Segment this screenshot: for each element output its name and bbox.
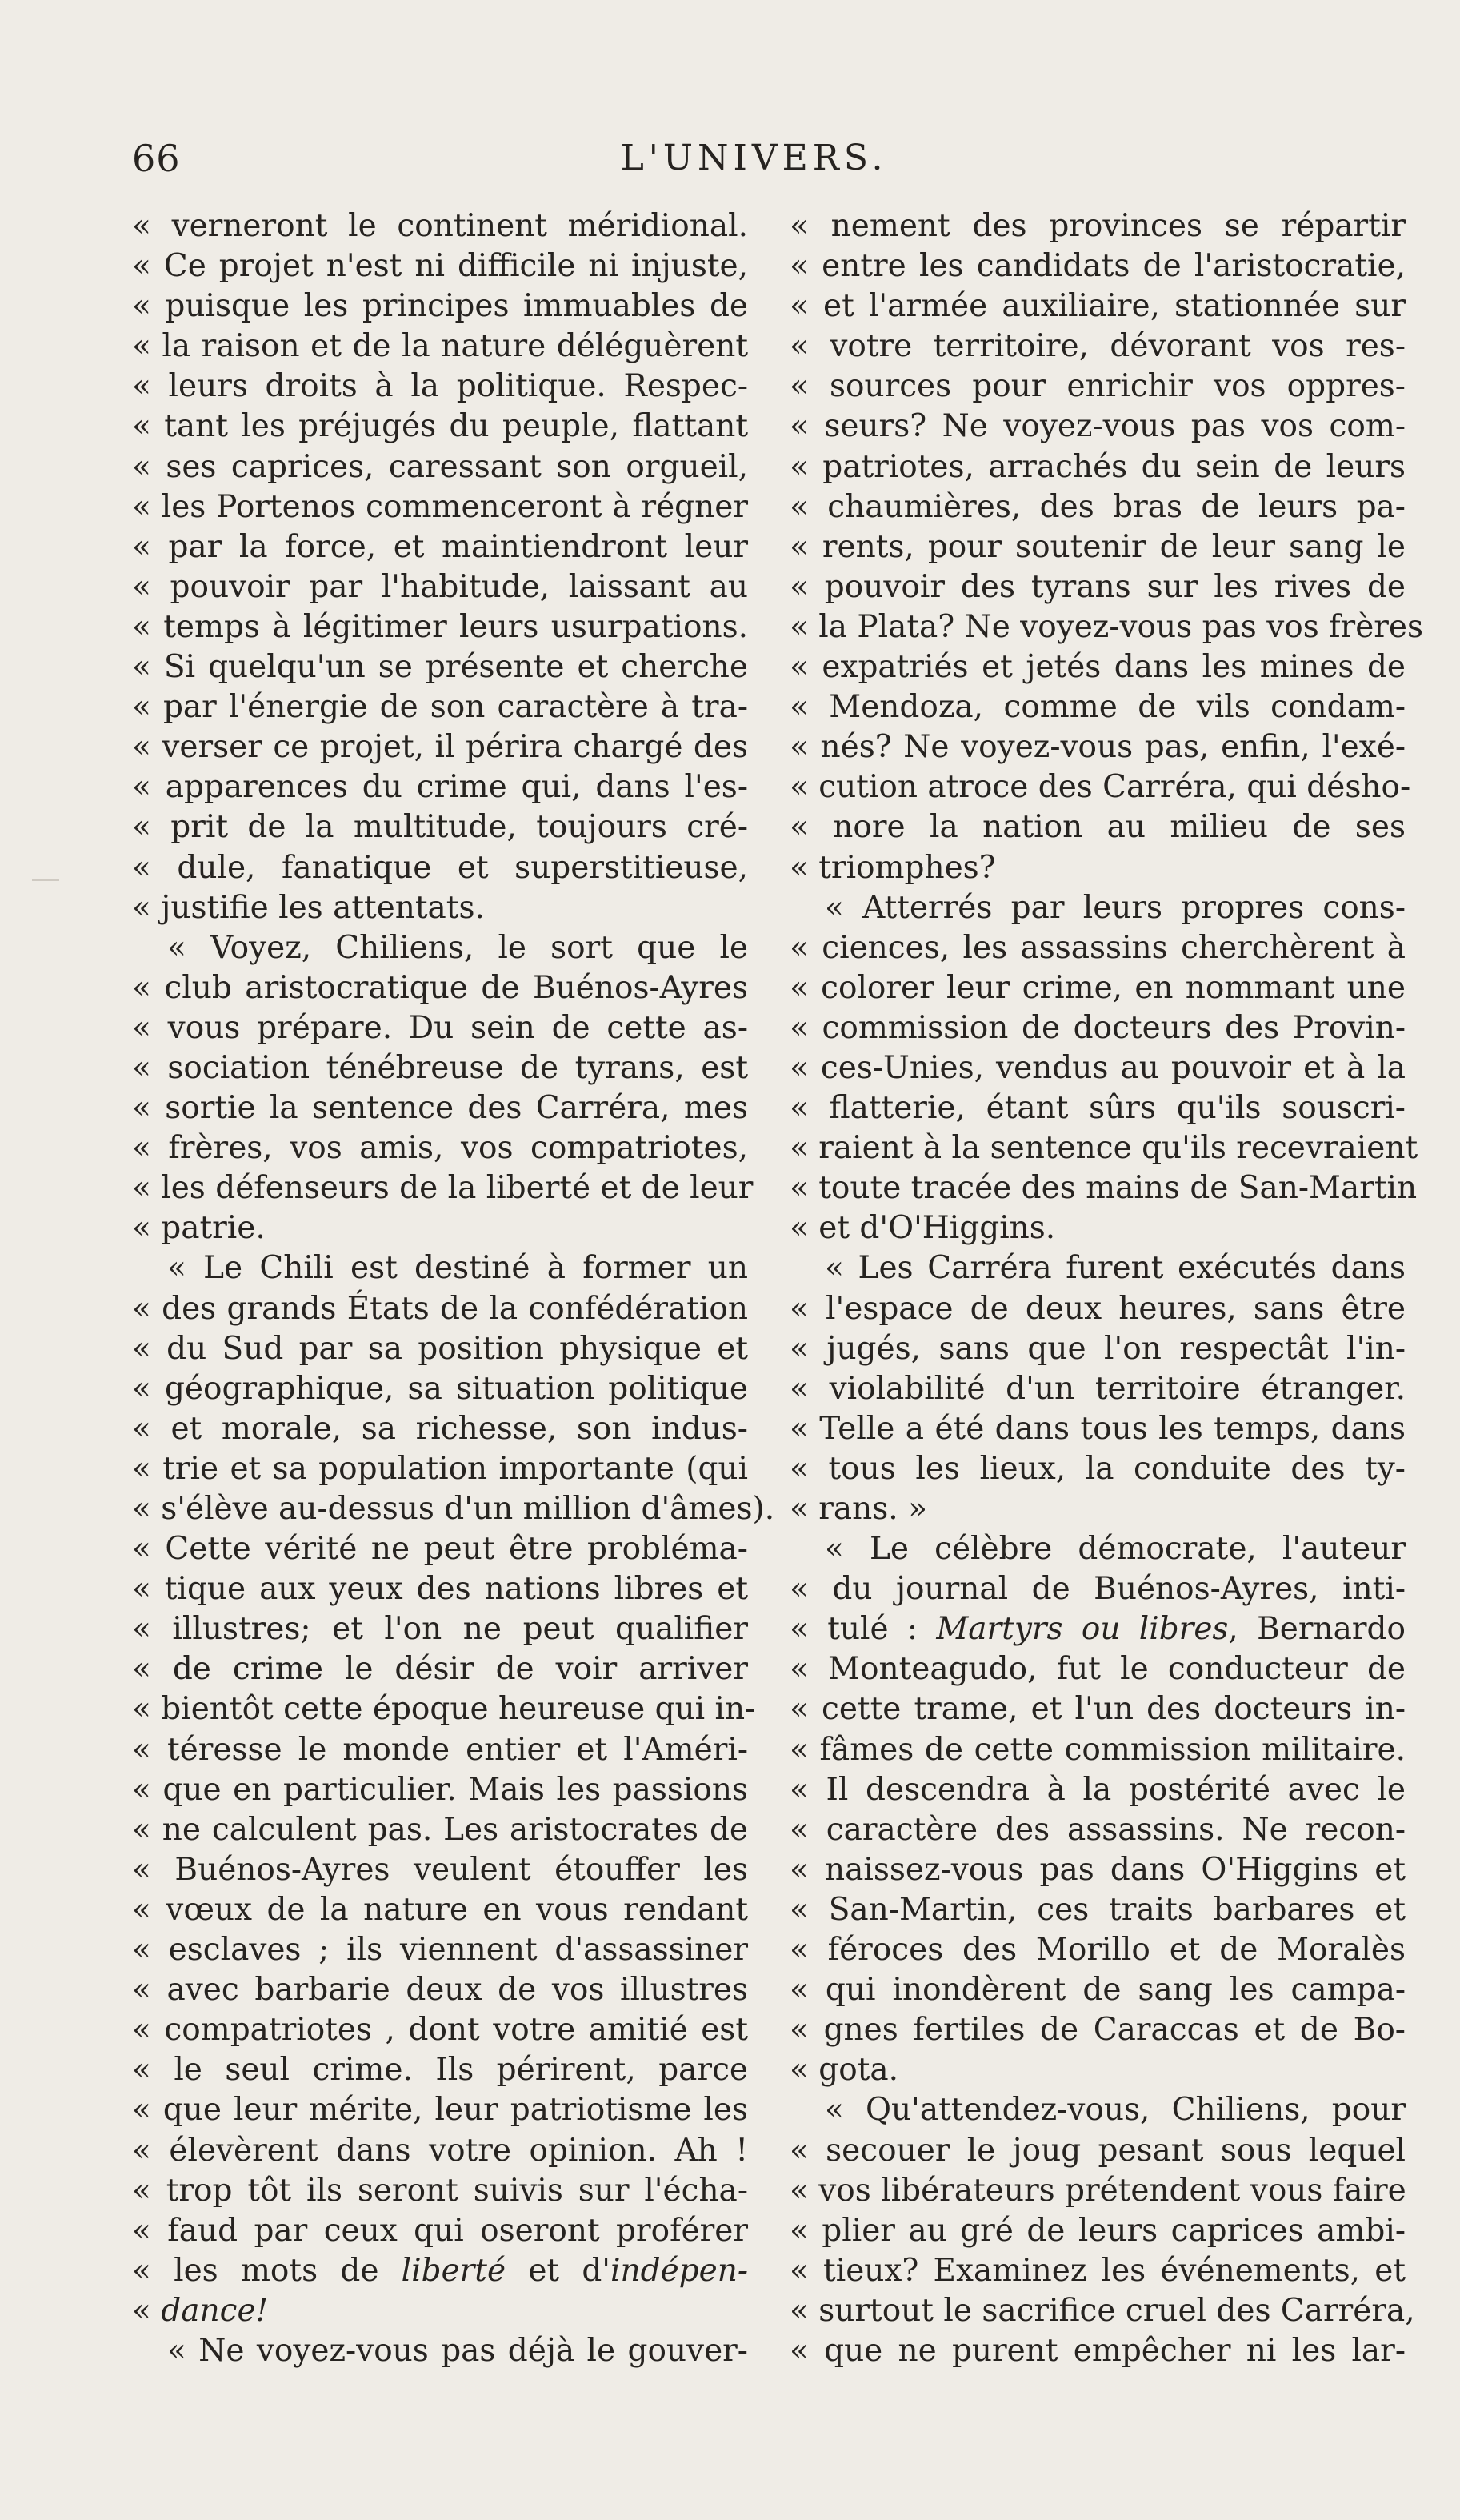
text-line: « ses caprices, caressant son orgueil, (132, 448, 748, 485)
text-line: « triomphes? (790, 849, 996, 886)
text-line: « sources pour enrichir vos oppres- (790, 368, 1406, 405)
text-line: « le seul crime. Ils périrent, parce (132, 2052, 748, 2089)
right-text-column (790, 206, 1424, 2371)
text-line: « Monteagudo, fut le conducteur de (790, 1651, 1406, 1688)
text-line: « les défenseurs de la liberté et de leur (132, 1170, 754, 1207)
text-line: « et morale, sa richesse, son indus- (132, 1410, 748, 1447)
text-line: « rents, pour soutenir de leur sang le (790, 528, 1406, 565)
text-line: « nore la nation au milieu de ses (790, 809, 1406, 846)
text-line: « San-Martin, ces traits barbares et (790, 1891, 1406, 1928)
text-line: « plier au gré de leurs caprices ambi- (790, 2212, 1406, 2249)
text-line: « ne calculent pas. Les aristocrates de (132, 1811, 748, 1848)
text-line: « par la force, et maintiendront leur (132, 528, 748, 565)
text-line: « Si quelqu'un se présente et cherche (132, 649, 748, 686)
text-line: « qui inondèrent de sang les campa- (790, 1972, 1406, 2009)
text-line: « téresse le monde entier et l'Améri- (132, 1731, 748, 1768)
text-line: « pouvoir par l'habitude, laissant au (132, 568, 748, 605)
text-line: « gnes fertiles de Caraccas et de Bo- (790, 2012, 1406, 2049)
text-line: « Buénos-Ayres veulent étouffer les (132, 1851, 748, 1888)
text-line: « ciences, les assassins cherchèrent à (790, 929, 1406, 966)
text-line: « dance! (132, 2292, 269, 2329)
text-line: « gota. (790, 2052, 899, 2089)
text-line: « leurs droits à la politique. Respec- (132, 368, 748, 405)
text-line: « sociation ténébreuse de tyrans, est (132, 1049, 748, 1086)
text-line: « élevèrent dans votre opinion. Ah ! (132, 2132, 748, 2169)
text-line: « tique aux yeux des nations libres et (132, 1571, 748, 1608)
text-line: « violabilité d'un territoire étranger. (790, 1370, 1406, 1407)
text-line: « justifie les attentats. (132, 889, 485, 926)
text-line: « tant les préjugés du peuple, flattant (132, 408, 748, 445)
text-line: « naissez-vous pas dans O'Higgins et (790, 1851, 1406, 1888)
text-line: « cette trame, et l'un des docteurs in- (790, 1691, 1406, 1728)
text-line: « vœux de la nature en vous rendant (132, 1891, 748, 1928)
text-line: « pouvoir des tyrans sur les rives de (790, 568, 1406, 605)
text-line: « les mots de liberté et d'indépen- (132, 2252, 749, 2289)
text-line: « que leur mérite, leur patriotisme les (132, 2092, 748, 2129)
text-line: « Les Carréra furent exécutés dans (825, 1250, 1406, 1287)
text-line: « tieux? Examinez les événements, et (790, 2252, 1406, 2289)
text-line: « expatriés et jetés dans les mines de (790, 649, 1406, 686)
text-line: « votre territoire, dévorant vos res- (790, 328, 1406, 365)
text-line: « cution atroce des Carréra, qui désho- (790, 769, 1411, 806)
running-title: L'UNIVERS. (620, 138, 888, 178)
text-line: « ces-Unies, vendus au pouvoir et à la (790, 1049, 1406, 1086)
text-line: « l'espace de deux heures, sans être (790, 1290, 1406, 1327)
text-line: « club aristocratique de Buénos-Ayres (132, 969, 748, 1006)
text-line: « prit de la multitude, toujours cré- (132, 809, 748, 846)
text-line: « esclaves ; ils viennent d'assassiner (132, 1932, 748, 1969)
text-line: « la raison et de la nature déléguèrent (132, 328, 748, 365)
text-line: « de crime le désir de voir arriver (132, 1651, 748, 1688)
text-line: « seurs? Ne voyez-vous pas vos com- (790, 408, 1406, 445)
text-line: « fâmes de cette commission militaire. (790, 1731, 1406, 1768)
text-line: « caractère des assassins. Ne recon- (790, 1811, 1406, 1848)
text-line: « Le Chili est destiné à former un (167, 1250, 748, 1287)
text-line: « la Plata? Ne voyez-vous pas vos frères (790, 608, 1424, 645)
text-line: « Ne voyez-vous pas déjà le gouver- (167, 2332, 748, 2369)
text-line: « Atterrés par leurs propres cons- (825, 889, 1406, 926)
text-line: « compatriotes , dont votre amitié est (132, 2012, 748, 2049)
page-number: 66 (132, 137, 181, 180)
text-line: « Mendoza, comme de vils condam- (790, 689, 1406, 726)
text-line: « puisque les principes immuables de (132, 288, 748, 325)
text-line: « géographique, sa situation politique (132, 1370, 748, 1407)
text-line: « féroces des Morillo et de Moralès (790, 1932, 1406, 1969)
text-line: « par l'énergie de son caractère à tra- (132, 689, 748, 726)
text-line: « trop tôt ils seront suivis sur l'écha- (132, 2172, 748, 2209)
margin-mark (32, 879, 59, 881)
text-line: « patriotes, arrachés du sein de leurs (790, 448, 1406, 485)
text-line: « Ce projet n'est ni difficile ni injuste, (132, 248, 748, 285)
text-line: « frères, vos amis, vos compatriotes, (132, 1130, 748, 1167)
text-line: « que en particulier. Mais les passions (132, 1771, 748, 1808)
text-line: « surtout le sacrifice cruel des Carréra, (790, 2292, 1415, 2329)
text-line: « et d'O'Higgins. (790, 1210, 1056, 1247)
text-line: « les Portenos commenceront à régner (132, 488, 748, 525)
text-line: « Qu'attendez-vous, Chiliens, pour (825, 2092, 1406, 2129)
text-line: « faud par ceux qui oseront proférer (132, 2212, 748, 2249)
page-header (132, 134, 1376, 190)
text-line: « Telle a été dans tous les temps, dans (790, 1410, 1406, 1447)
text-line: « verser ce projet, il périra chargé des (132, 729, 748, 766)
text-line: « vos libérateurs prétendent vous faire (790, 2172, 1406, 2209)
text-line: « jugés, sans que l'on respectât l'in- (790, 1330, 1406, 1367)
left-text-column (132, 206, 775, 2371)
text-line: « temps à légitimer leurs usurpations. (132, 608, 748, 645)
text-line: « raient à la sentence qu'ils recevraient (790, 1130, 1418, 1167)
text-line: « trie et sa population importante (qui (132, 1450, 748, 1487)
text-line: « secouer le joug pesant sous lequel (790, 2132, 1406, 2169)
text-line: « bientôt cette époque heureuse qui in- (132, 1691, 756, 1728)
text-line: « verneront le continent méridional. (132, 208, 748, 244)
text-line: « commission de docteurs des Provin- (790, 1009, 1406, 1046)
text-line: « avec barbarie deux de vos illustres (132, 1972, 748, 2009)
text-line: « Voyez, Chiliens, le sort que le (167, 929, 748, 966)
text-line: « des grands États de la confédération (132, 1290, 748, 1327)
text-line: « entre les candidats de l'aristocratie, (790, 248, 1406, 285)
text-line: « colorer leur crime, en nommant une (790, 969, 1406, 1006)
text-line: « chaumières, des bras de leurs pa- (790, 488, 1406, 525)
text-line: « tous les lieux, la conduite des ty- (790, 1450, 1406, 1487)
text-line: « dule, fanatique et superstitieuse, (132, 849, 748, 886)
text-line: « Le célèbre démocrate, l'auteur (825, 1531, 1406, 1568)
text-line: « Il descendra à la postérité avec le (790, 1771, 1406, 1808)
text-line: « s'élève au-dessus d'un million d'âmes). (132, 1491, 775, 1527)
text-line: « tulé : Martyrs ou libres, Bernardo (790, 1611, 1406, 1648)
text-line: « et l'armée auxiliaire, stationnée sur (790, 288, 1406, 325)
text-line: « que ne purent empêcher ni les lar- (790, 2332, 1406, 2369)
text-line: « patrie. (132, 1210, 266, 1247)
text-line: « vous prépare. Du sein de cette as- (132, 1009, 748, 1046)
text-line: « rans. » (790, 1491, 927, 1527)
text-line: « du journal de Buénos-Ayres, inti- (790, 1571, 1406, 1608)
text-line: « nement des provinces se répartir (790, 208, 1406, 244)
text-line: « sortie la sentence des Carréra, mes (132, 1090, 748, 1127)
text-line: « illustres; et l'on ne peut qualifier (132, 1611, 748, 1648)
text-line: « du Sud par sa position physique et (132, 1330, 748, 1367)
text-line: « toute tracée des mains de San-Martin (790, 1170, 1418, 1207)
text-line: « apparences du crime qui, dans l'es- (132, 769, 748, 806)
text-line: « Cette vérité ne peut être probléma- (132, 1531, 748, 1568)
text-line: « nés? Ne voyez-vous pas, enfin, l'exé- (790, 729, 1406, 766)
text-line: « flatterie, étant sûrs qu'ils souscri- (790, 1090, 1406, 1127)
